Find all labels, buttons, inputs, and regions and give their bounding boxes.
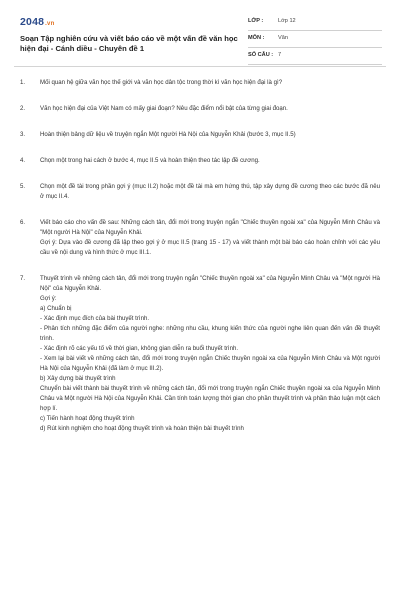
question-line: d) Rút kinh nghiệm cho hoạt động thuyết trình và hoàn thiện bài thuyết trình — [40, 425, 244, 432]
question-line: b) Xây dựng bài thuyết trình — [40, 375, 116, 382]
question-line: Thuyết trình về những cách tân, đổi mới trong truyện ngắn "Chiếc thuyền ngoài xa" của Nguyễn Minh Châu và "Một người Hà Nội" của Nguyễn Khải. — [40, 275, 380, 292]
page-title: Soạn Tập nghiên cứu và viết báo cáo về một vấn đề văn học hiện đại - Cánh diều - Chuyên đề 1 — [20, 34, 238, 53]
question-item — [20, 274, 380, 434]
question-text — [40, 78, 380, 88]
question-line: - Xác định mục đích của bài thuyết trình. — [40, 315, 150, 322]
question-line: c) Tiến hành hoạt động thuyết trình — [40, 415, 135, 422]
question-line: Viết báo cáo cho vấn đề sau: Những cách tân, đổi mới trong truyện ngắn "Chiếc thuyền ngoài xa" của Nguyễn Minh Châu và "Một người Hà Nội" của Nguyễn Khải. — [40, 219, 380, 236]
question-line: Mối quan hệ giữa văn học thế giới và văn học dân tộc trong thời kì văn học hiện đại là gì? — [40, 79, 283, 86]
question-item — [20, 156, 380, 166]
question-number: 4. — [20, 157, 26, 164]
question-text — [40, 156, 380, 166]
question-number: 7. — [20, 275, 26, 282]
question-item — [20, 130, 380, 140]
question-line: Chọn một trong hai cách ở bước 4, mục II.5 và hoàn thiện theo tác lập đề cương. — [40, 157, 260, 164]
meta-row-class — [248, 14, 382, 31]
header-divider — [14, 66, 386, 67]
question-number: 3. — [20, 131, 26, 138]
logo-suffix: .vn — [45, 21, 55, 27]
question-line: Hoàn thiện bảng dữ liệu về truyện ngắn Một người Hà Nội của Nguyễn Khải (bước 3, mục II.5) — [40, 131, 296, 138]
meta-box — [248, 14, 382, 65]
logo-main: 2048 — [20, 16, 45, 28]
meta-label: LỚP : — [248, 18, 264, 24]
question-line: - Xem lại bài viết về những cách tân, đổi mới trong truyện ngắn Chiếc thuyền ngoài xa của Nguyễn Minh Châu và Một người Hà Nội của Nguyễn Khải (đã làm ở mục III.2). — [40, 355, 380, 372]
question-line: Gợi ý: — [40, 295, 57, 302]
question-line: Chọn một đề tài trong phần gợi ý (mục II.2) hoặc một đề tài mà em hứng thú, tập xây dựng đề cương theo các bước đã nêu ở mục II.4. — [40, 183, 380, 200]
question-number: 6. — [20, 219, 26, 226]
question-number: 5. — [20, 183, 26, 190]
question-item — [20, 218, 380, 258]
question-text — [40, 130, 380, 140]
question-number: 2. — [20, 105, 26, 112]
question-line: a) Chuẩn bị — [40, 305, 72, 312]
question-text — [40, 104, 380, 114]
meta-value: 7 — [278, 52, 282, 58]
question-item — [20, 78, 380, 88]
question-text — [40, 182, 380, 202]
question-list — [20, 78, 380, 446]
question-line: - Xác định rõ các yếu tố về thời gian, không gian diễn ra buổi thuyết trình. — [40, 345, 239, 352]
site-logo[interactable] — [20, 16, 54, 28]
question-item — [20, 104, 380, 114]
question-line: Gợi ý: Dựa vào đề cương đã lập theo gợi ý ở mục II.5 (trang 15 - 17) và viết thành một bài báo cáo hoàn chỉnh với các yêu cầu về nội dung và hình thức ở mục III.1. — [40, 239, 380, 256]
question-item — [20, 182, 380, 202]
meta-row-subject — [248, 31, 382, 48]
question-line: Văn học hiện đại của Việt Nam có mấy giai đoạn? Nêu đặc điểm nổi bật của từng giai đoạn. — [40, 105, 288, 112]
meta-value: Lớp 12 — [278, 18, 296, 24]
document-header — [20, 14, 382, 60]
question-line: - Phân tích những đặc điểm của người nghe: những nhu cầu, khung kiến thức của người nghe liên quan đến vấn đề thuyết trình. — [40, 325, 380, 342]
question-text — [40, 274, 380, 434]
question-text — [40, 218, 380, 258]
question-number: 1. — [20, 79, 26, 86]
question-line: Chuyển bài viết thành bài thuyết trình về những cách tân, đổi mới trong truyện ngắn Chiếc thuyền ngoài xa của Nguyễn Minh Châu và Một người Hà Nội của Nguyễn Khải. Cần tính toán lượng thời gian cho phần thuyết trình và phần thảo luận một cách hợp lí. — [40, 385, 380, 412]
meta-label: MÔN : — [248, 35, 265, 41]
meta-row-count — [248, 48, 382, 65]
meta-label: SỐ CÂU : — [248, 52, 274, 58]
meta-value: Văn — [278, 35, 288, 41]
